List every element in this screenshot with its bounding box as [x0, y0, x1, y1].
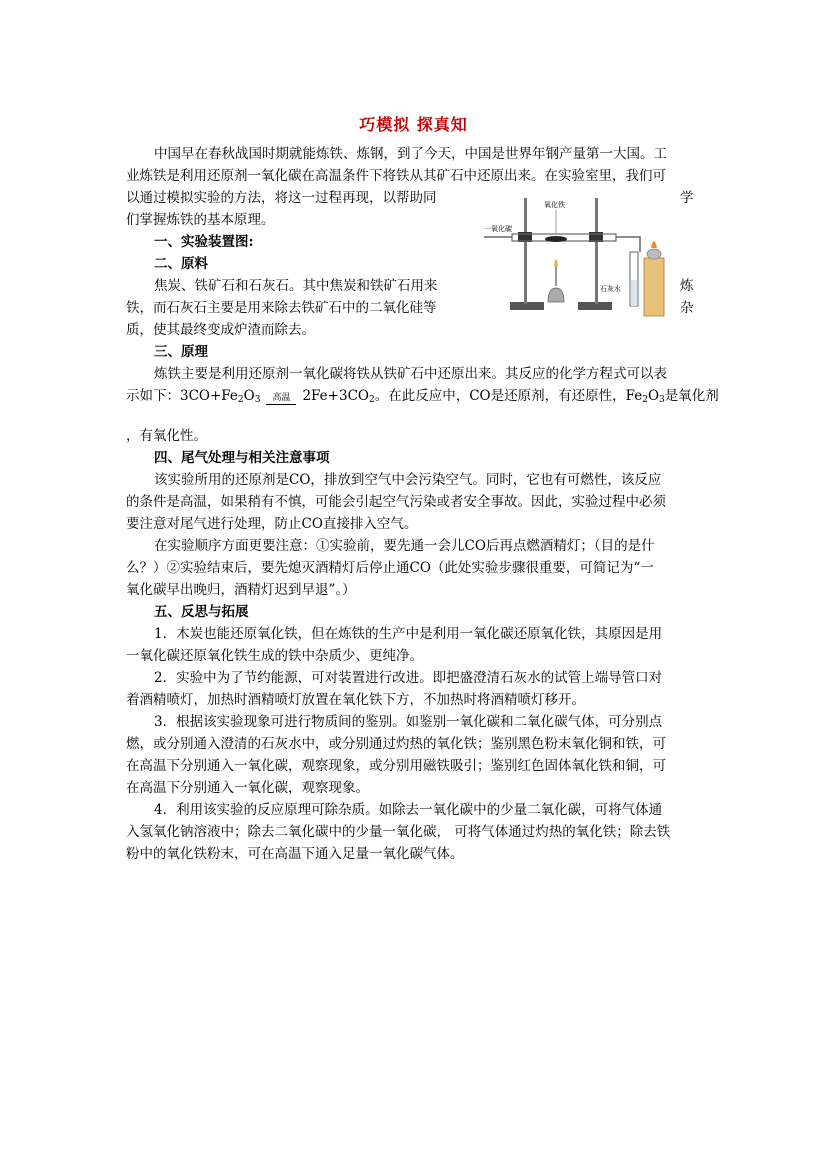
section-2-line-1-end: 炼 [680, 278, 694, 294]
section-5-item-4-line-2: 入氢氧化钠溶液中；除去二氧化碳中的少量一氧化碳， 可将气体通过灼热的氧化铁；除去铁 [126, 824, 671, 840]
section-2-line-3: 质，使其最终变成炉渣而除去。 [126, 322, 315, 338]
lamp-flame [554, 259, 558, 266]
section-4-p2-line-3: 氧化碳早出晚归，酒精灯迟到早退”。） [126, 582, 356, 598]
section-4-p1-line-1: 该实验所用的还原剂是CO，排放到空气中会污染空气。同时，它也有可燃性，该反应 [154, 472, 662, 488]
section-3-heading: 三、原理 [154, 344, 208, 360]
alcohol-lamp [548, 288, 564, 302]
equation-products: 2Fe+3CO [302, 388, 369, 404]
section-4-heading: 四、尾气处理与相关注意事项 [154, 450, 330, 466]
equation-explanation-a: 。在此反应中，CO是还原剂，有还原性，Fe [374, 388, 643, 404]
intro-line-2: 业炼铁是利用还原剂一氧化碳在高温条件下将铁从其矿石中还原出来。在实验室里，我们可 [126, 168, 666, 184]
reaction-condition [266, 393, 296, 405]
lamp-stem [555, 266, 557, 286]
page-title: 巧模拟 探真知 [359, 115, 468, 134]
tail-gas-flame [651, 241, 657, 248]
oxygen-symbol: O [243, 388, 255, 404]
section-4-p2-line-2: 么？）②实验结束后，要先熄灭酒精灯后停止通CO（此处实验步骤很重要，可简记为“一 [126, 560, 654, 576]
equation-explanation-o: O [647, 388, 660, 404]
section-4-p1-line-2: 的条件是高温，如果稍有不慎，可能会引起空气污染或者安全事故。因此，实验过程中必须 [126, 494, 666, 510]
limewater [631, 280, 637, 306]
sub-co2: 2 [368, 395, 375, 405]
section-4-p1-line-3: 要注意对尾气进行处理，防止CO直接排入空气。 [126, 516, 418, 532]
sub-o3: 3 [659, 395, 665, 405]
intro-line-4: 们掌握炼铁的基本原理。 [126, 212, 275, 228]
section-2-line-2: 铁，而石灰石主要是用来除去铁矿石中的二氧化硅等 [126, 300, 437, 316]
section-5-item-3-line-2: 燃，或分别通入澄清的石灰水中，或分别通过灼热的氧化铁；鉴别黑色粉末氧化铜和铁，可 [126, 736, 666, 752]
sub-2: 2 [237, 395, 244, 405]
section-1-heading: 一、实验装置图: [154, 234, 254, 250]
section-3-line-1: 炼铁主要是利用还原剂一氧化碳将铁从铁矿石中还原出来。其反应的化学方程式可以表 [154, 366, 667, 382]
condition-text: 高温 [272, 393, 291, 403]
sub-3: 3 [254, 395, 261, 405]
label-limewater: 石灰水 [600, 285, 621, 293]
section-5-item-3-line-1: 3．根据该实验现象可进行物质间的鉴别。如鉴别一氧化碳和二氧化碳气体，可分别点 [154, 714, 663, 730]
section-5-item-3-line-3: 在高温下分别通入一氧化碳，观察现象，或分别用磁铁吸引；鉴别红色固体氧化铁和铜，可 [126, 758, 666, 774]
section-3-equation-line [126, 386, 719, 410]
section-5-item-1-line-1: 1．木炭也能还原氧化铁，但在炼铁的生产中是利用一氧化碳还原氧化铁，其原因是用 [154, 626, 663, 642]
section-5-item-4-line-3: 粉中的氧化铁粉末，可在高温下通入足量一氧化碳气体。 [126, 846, 464, 862]
section-5-heading: 五、反思与拓展 [154, 604, 249, 620]
section-5-item-2-line-2: 着酒精喷灯，加热时酒精喷灯放置在氧化铁下方，不加热时将酒精喷灯移开。 [126, 692, 585, 708]
section-2-line-1: 焦炭、铁矿石和石灰石。其中焦炭和铁矿石用来 [154, 278, 438, 294]
apparatus-figure [480, 190, 670, 320]
label-iron-oxide: 氧化铁 [544, 201, 565, 209]
intro-line-1: 中国早在春秋战国时期就能炼铁、炼钢，到了今天，中国是世界年钢产量第一大国。工 [154, 146, 667, 162]
left-stand-rod [524, 198, 527, 304]
sub-fe2: 2 [642, 395, 648, 405]
iron-oxide-powder [545, 236, 567, 242]
condition-bar [266, 404, 296, 405]
equation-explanation-c: 是氧化剂 [664, 388, 719, 404]
section-4-p2-line-1: 在实验顺序方面更要注意：①实验前，要先通一会儿CO后再点燃酒精灯；（目的是什 [154, 538, 655, 554]
section-5-item-3-line-4: 在高温下分别通入一氧化碳，观察现象。 [126, 780, 369, 796]
intro-line-3: 以通过模拟实验的方法，将这一过程再现，以帮助同 [126, 190, 437, 206]
section-3-line-3: ，有氧化性。 [126, 428, 207, 444]
section-2-heading: 二、原料 [154, 256, 208, 272]
wood-block [644, 258, 664, 316]
intro-line-3-end: 学 [680, 190, 694, 206]
equation-reactants: 示如下：3CO+Fe [126, 388, 238, 404]
outlet-pipe [616, 237, 640, 252]
tail-gas-lamp [647, 249, 661, 259]
right-stand-rod [595, 198, 598, 304]
label-co: 一氧化碳 [484, 225, 512, 233]
section-2-line-2-end: 杂 [680, 300, 694, 316]
section-5-item-4-line-1: 4．利用该实验的反应原理可除杂质。如除去一氧化碳中的少量二氧化碳，可将气体通 [154, 802, 663, 818]
section-5-item-1-line-2: 一氧化碳还原氧化铁生成的铁中杂质少、更纯净。 [126, 648, 423, 664]
section-5-item-2-line-1: 2．实验中为了节约能源，可对装置进行改进。即把盛澄清石灰水的试管上端导管口对 [154, 670, 663, 686]
